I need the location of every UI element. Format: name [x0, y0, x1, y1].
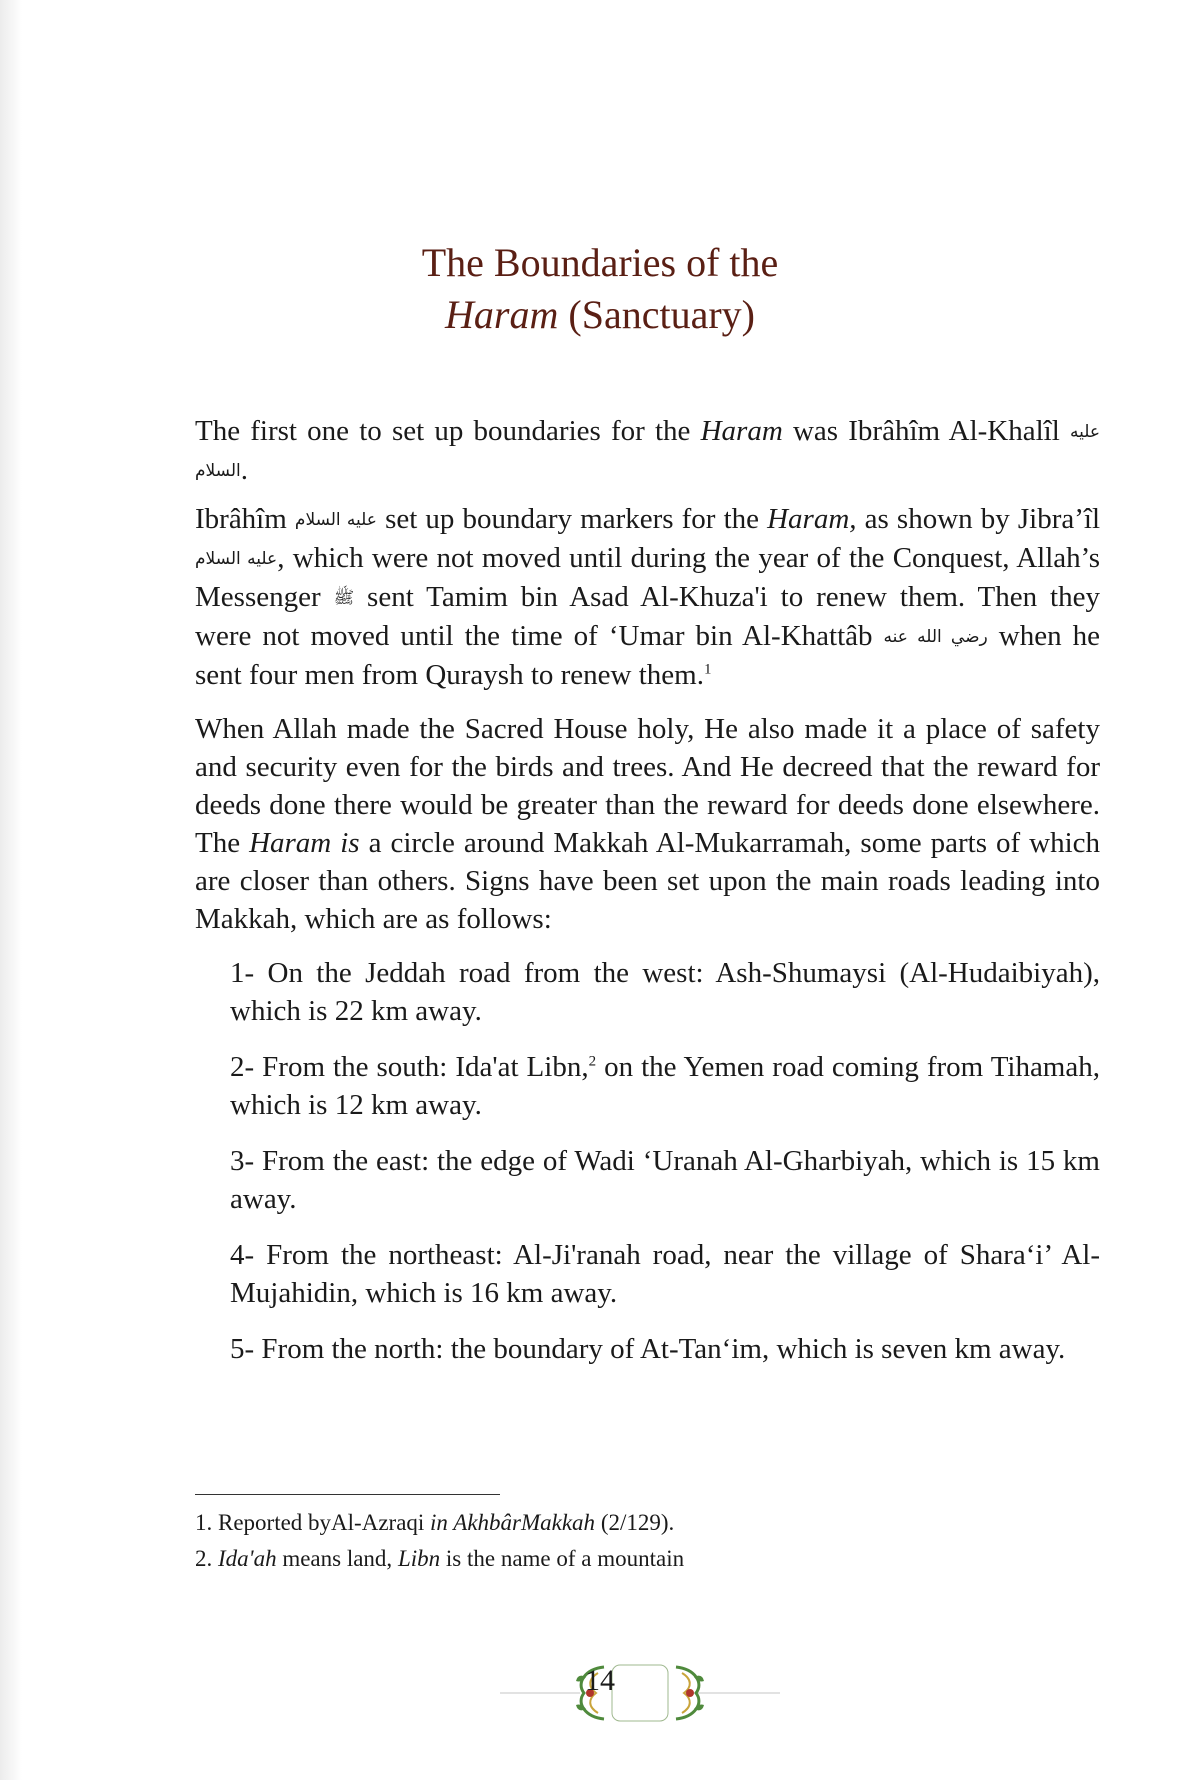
title-sanctuary: (Sanctuary): [558, 292, 755, 337]
page-title: [0, 237, 1200, 341]
footnotes: [195, 1505, 1045, 1577]
title-line-1: The Boundaries of the: [421, 240, 779, 285]
page-number: 14: [585, 1664, 615, 1697]
text-run: a circle around Makkah Al-Mukarramah, some parts of which are closer than others. Signs have been set upon the main roads leading into Makkah, which are as follows:: [195, 827, 1101, 935]
text-run: Ibrâhîm: [195, 503, 295, 535]
italic-term: Ida'ah: [218, 1546, 277, 1571]
paragraph-3: [195, 710, 1100, 938]
footnote-1: [195, 1505, 1045, 1541]
list-item-1: 1- On the Jeddah road from the west: Ash-Shumaysi (Al-Hudaibiyah), which is 22 km away.: [230, 957, 1100, 1027]
footnote-2: [195, 1541, 1045, 1577]
italic-term: in AkhbârMakkah: [430, 1510, 596, 1535]
footnote-ref-2[interactable]: 2: [588, 1053, 597, 1070]
text-run: means land,: [276, 1546, 398, 1571]
list-item-4: 4- From the northeast: Al-Ji'ranah road, near the village of Shara‘i’ Al-Mujahidin, which is 16 km away.: [230, 1239, 1100, 1309]
italic-term: Haram,: [767, 503, 857, 535]
footnote-divider: [195, 1494, 500, 1495]
list-item-5: 5- From the north: the boundary of At-Tan‘im, which is seven km away.: [230, 1333, 1066, 1365]
title-haram-italic: Haram: [445, 292, 559, 337]
italic-term: Haram is: [249, 827, 360, 859]
title-line-2: [0, 289, 1200, 341]
text-run: 2.: [195, 1546, 218, 1571]
paragraph-2: [195, 500, 1100, 694]
text-run: , which were not moved until during the year of the Conquest, Allah’s Messenger: [195, 542, 1100, 613]
paragraph-1: [195, 412, 1100, 490]
text-run: as shown by Jibra’îl: [856, 503, 1100, 535]
text-run: 1. Reported byAl-Azraqi: [195, 1510, 431, 1535]
footnote-ref-1[interactable]: 1: [703, 661, 712, 678]
text-run: When Allah made the Sacred House holy, He also made it a place of safety and security even for the birds and trees. And He decreed that the reward for deeds done there would be greater than the reward for deeds done elsewhere. The: [195, 713, 1100, 859]
text-run: 2- From the south: Ida'at Libn,: [230, 1051, 589, 1083]
honorific-glyph: ﷺ: [333, 588, 355, 608]
italic-term: Haram: [700, 415, 783, 447]
honorific-glyph: عليه السلام: [195, 422, 1100, 481]
text-run: is the name of a mountain: [440, 1546, 685, 1571]
list-item-3: 3- From the east: the edge of Wadi ‘Uranah Al-Gharbiyah, which is 15 km away.: [230, 1145, 1100, 1215]
body-text: [195, 412, 1100, 1386]
honorific-glyph: عليه السلام: [294, 510, 377, 530]
text-run: The first one to set up boundaries for the: [195, 415, 701, 447]
text-run: on the Yemen road coming from Tihamah, which is 12 km away.: [230, 1051, 1100, 1121]
text-run: .: [240, 454, 248, 486]
italic-term: Libn: [397, 1546, 441, 1571]
text-run: sent Tamim bin Asad Al-Khuza'i to renew them. Then they were not moved until the time of ‘Umar bin Al-Khattâb: [195, 581, 1100, 652]
text-run: set up boundary markers for the: [376, 503, 768, 535]
text-run: was Ibrâhîm Al-Khalîl: [782, 415, 1070, 447]
honorific-glyph: عليه السلام: [195, 549, 278, 569]
text-run: when he sent four men from Quraysh to renew them.: [195, 620, 1100, 691]
list-item-2: [230, 1048, 1100, 1124]
text-run: (2/129).: [595, 1510, 675, 1535]
honorific-glyph: رضي الله عنه: [883, 627, 988, 647]
